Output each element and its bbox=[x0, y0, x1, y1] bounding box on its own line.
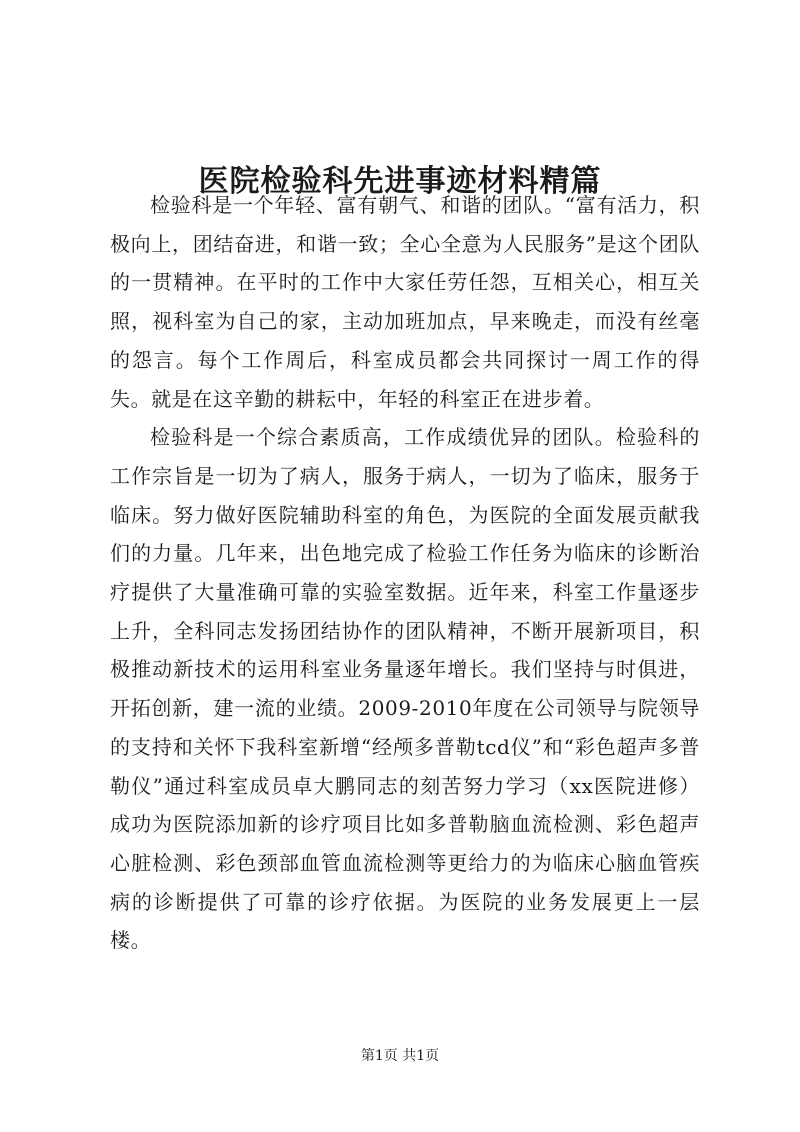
page-footer: 第1页 共1页 bbox=[360, 1048, 440, 1064]
paragraph-1: 检验科是一个年轻、富有朝气、和谐的团队。“富有活力，积极向上，团结奋进，和谐一致；全心全意为人民服务”是这个团队的一贯精神。在平时的工作中大家任劳任怨，互相关心，相互关照，视科室为自己的家，主动加班加点，早来晚走，而没有丝毫的怨言。每个工作周后，科室成员都会共同探讨一周工作的得失。就是在这辛勤的耕耘中，年轻的科室正在进步着。 bbox=[110, 193, 700, 411]
document-title: 医院检验科先进事迹材料精篇 bbox=[198, 164, 602, 200]
paragraph-2: 检验科是一个综合素质高，工作成绩优异的团队。检验科的工作宗旨是一切为了病人，服务于病人，一切为了临床，服务于临床。努力做好医院辅助科室的角色，为医院的全面发展贡献我们的力量。几年来，出色地完成了检验工作任务为临床的诊断治疗提供了大量准确可靠的实验室数据。近年来，科室工作量逐步上升，全科同志发扬团结协作的团队精神，不断开展新项目，积极推动新技术的运用科室业务量逐年增长。我们坚持与时俱进，开拓创新，建一流的业绩。2009-2010年度在公司领导与院领导的支持和关怀下我科室新增“经颅多普勒tcd仪”和“彩色超声多普勒仪”通过科室成员卓大鹏同志的刻苦努力学习（xx医院进修）成功为医院添加新的诊疗项目比如多普勒脑血流检测、彩色超声心脏检测、彩色颈部血管血流检测等更给力的为临床心脑血管疾病的诊断提供了可靠的诊疗依据。为医院的业务发展更上一层楼。 bbox=[110, 425, 700, 953]
document-body bbox=[110, 186, 700, 960]
